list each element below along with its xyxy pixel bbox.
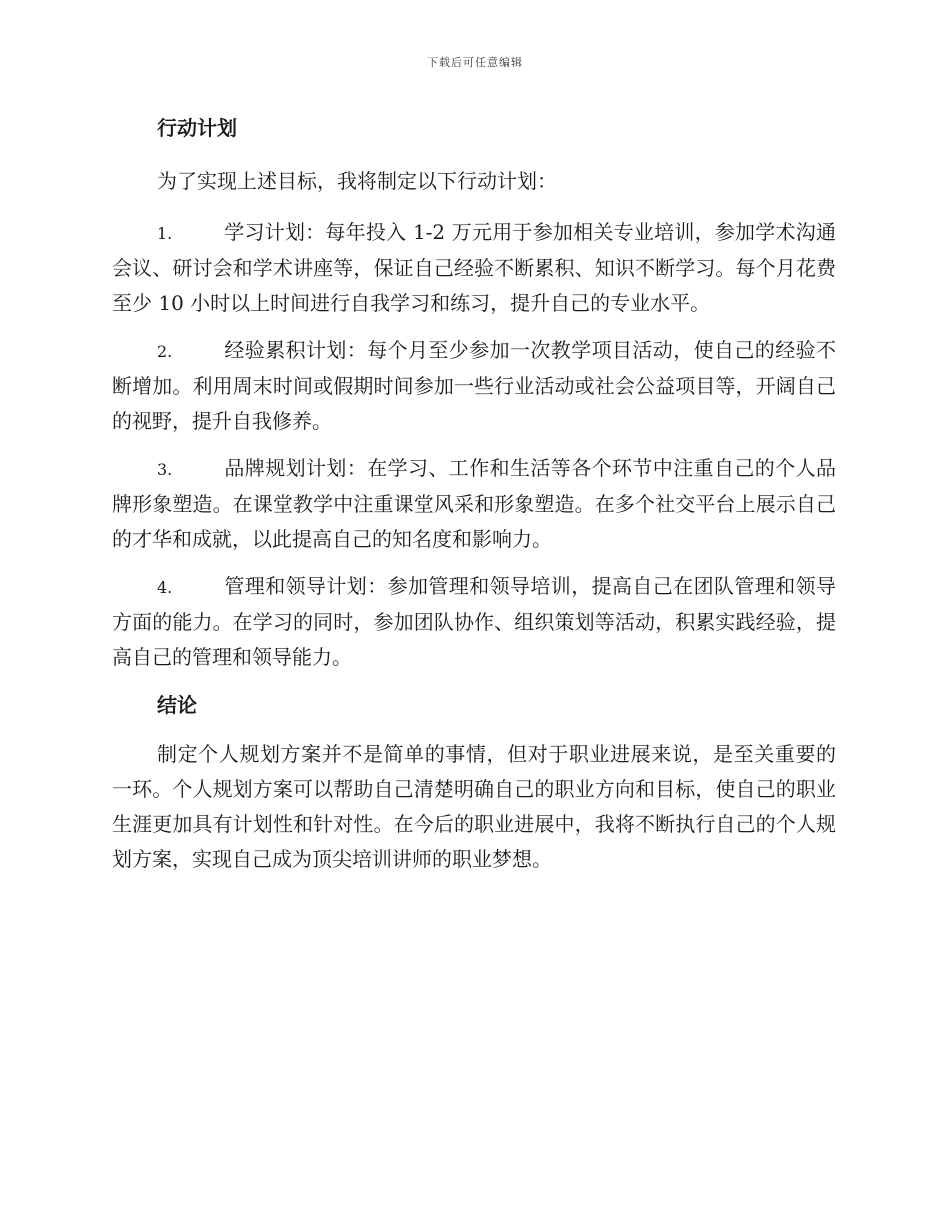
list-item [112, 451, 836, 557]
section-title-conclusion: 结论 [157, 693, 197, 717]
section-title-action-plan: 行动计划 [157, 116, 237, 140]
list-item-number: 4. [157, 578, 173, 597]
list-item-number: 2. [157, 342, 173, 361]
list-item [112, 569, 836, 675]
list-item-text: 经验累积计划：每个月至少参加一次教学项目活动，使自己的经验不断增加。利用周末时间或假期时间参加一些行业活动或社会公益项目等，开阔自己的视野，提升自我修养。 [112, 338, 836, 433]
page-header-note: 下载后可任意编辑 [427, 56, 523, 69]
list-item [112, 215, 836, 321]
list-item-text: 品牌规划计划：在学习、工作和生活等各个环节中注重自己的个人品牌形象塑造。在课堂教学中注重课堂风采和形象塑造。在多个社交平台上展示自己的才华和成就，以此提高自己的知名度和影响力。 [112, 456, 836, 551]
document-body [112, 108, 836, 877]
list-item-number: 3. [157, 460, 173, 479]
conclusion-paragraph: 制定个人规划方案并不是简单的事情，但对于职业进展来说，是至关重要的一环。个人规划方案可以帮助自己清楚明确自己的职业方向和目标，使自己的职业生涯更加具有计划性和针对性。在今后的职业进展中，我将不断执行自己的个人规划方案，实现自己成为顶尖培训讲师的职业梦想。 [112, 742, 836, 871]
list-item-text: 管理和领导计划：参加管理和领导培训，提高自己在团队管理和领导方面的能力。在学习的同时，参加团队协作、组织策划等活动，积累实践经验，提高自己的管理和领导能力。 [112, 574, 836, 669]
list-item [112, 333, 836, 439]
list-item-number: 1. [157, 224, 173, 243]
list-item-text: 学习计划：每年投入 1-2 万元用于参加相关专业培训，参加学术沟通会议、研讨会和学术讲座等，保证自己经验不断累积、知识不断学习。每个月花费至少 10 小时以上时间进行自我学习和练习，提升自己的专业水平。 [112, 220, 836, 315]
action-plan-intro: 为了实现上述目标，我将制定以下行动计划： [157, 169, 557, 193]
